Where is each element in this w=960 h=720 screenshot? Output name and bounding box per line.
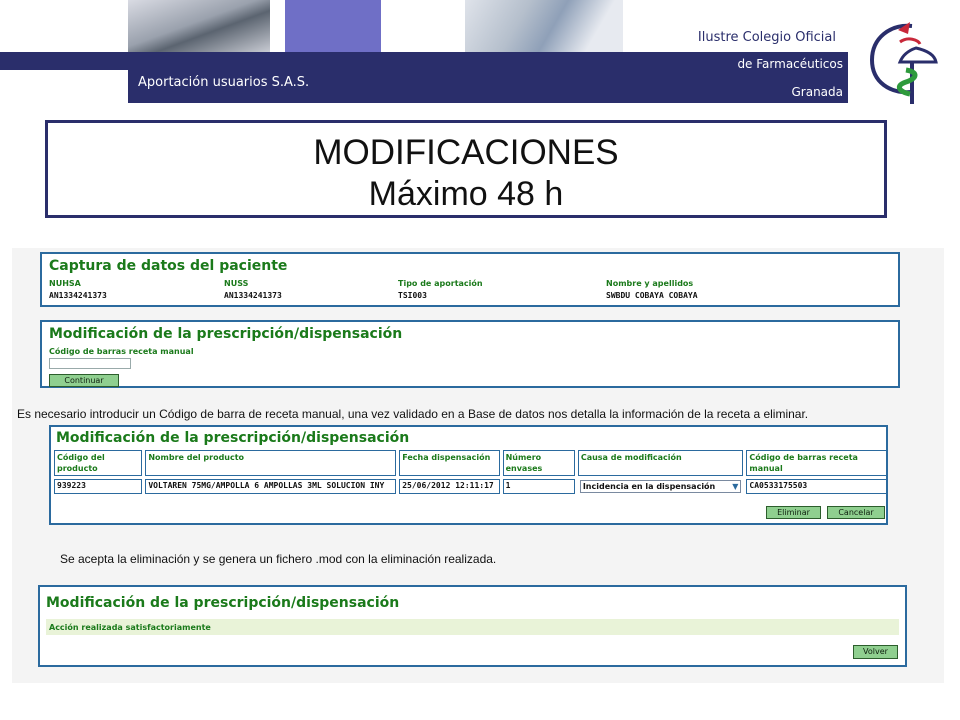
chevron-down-icon: ▼ xyxy=(732,482,739,491)
cause-select[interactable] xyxy=(580,480,742,493)
dispensation-date: 25/06/2012 12:11:17 xyxy=(402,481,494,490)
nuss-label: NUSS xyxy=(224,279,249,288)
col-code-header: Código del producto xyxy=(57,453,105,473)
col-name-header: Nombre del producto xyxy=(148,453,245,462)
product-code: 939223 xyxy=(57,481,86,490)
cause-select-value: Incidencia en la dispensación xyxy=(582,482,716,491)
barcode-input[interactable] xyxy=(49,358,131,369)
patient-name-label: Nombre y apellidos xyxy=(606,279,694,288)
delete-button[interactable]: Eliminar xyxy=(766,506,821,519)
result-panel xyxy=(38,585,907,667)
org-name-line1: Ilustre Colegio Oficial xyxy=(697,30,836,45)
back-button[interactable]: Volver xyxy=(853,645,898,659)
detail-table xyxy=(51,447,890,497)
aportacion-type-value: TSI003 xyxy=(398,291,427,300)
slide-subtitle: Máximo 48 h xyxy=(368,175,564,213)
header-photo-3 xyxy=(465,0,623,52)
nuhsa-label: NUHSA xyxy=(49,279,81,288)
slide-title: MODIFICACIONES xyxy=(313,133,619,172)
note-deletion: Se acepta la eliminación y se genera un fichero .mod con la eliminación realizada. xyxy=(60,552,497,566)
detail-table-header xyxy=(54,450,887,476)
barcode-label: Código de barras receta manual xyxy=(49,347,194,356)
success-message: Acción realizada satisfactoriamente xyxy=(49,623,211,632)
org-name-line2: de Farmacéuticos xyxy=(737,57,843,71)
product-name: VOLTAREN 75MG/AMPOLLA 6 AMPOLLAS 3ML SOLUCION INY xyxy=(148,481,385,490)
table-row xyxy=(54,479,887,494)
pharmacy-logo-icon xyxy=(860,18,942,110)
header-subtitle: Aportación usuarios S.A.S. xyxy=(138,75,310,90)
result-panel-title: Modificación de la prescripción/dispensación xyxy=(46,595,400,611)
nuhsa-value: AN1334241373 xyxy=(49,291,107,300)
header-photo-1 xyxy=(128,0,270,52)
package-count: 1 xyxy=(505,481,511,490)
nuss-value: AN1334241373 xyxy=(224,291,282,300)
manual-barcode-value: CA0533175503 xyxy=(749,481,808,490)
slide-title-box xyxy=(45,120,887,218)
aportacion-type-label: Tipo de aportación xyxy=(398,279,483,288)
success-banner xyxy=(46,619,899,635)
modify-panel-title: Modificación de la prescripción/dispensación xyxy=(49,326,403,342)
patient-panel xyxy=(40,252,900,307)
col-date-header: Fecha dispensación xyxy=(402,453,491,462)
detail-panel xyxy=(49,425,888,525)
modify-panel xyxy=(40,320,900,388)
patient-panel-title: Captura de datos del paciente xyxy=(49,258,288,274)
note-validation: Es necesario introducir un Código de barra de receta manual, una vez validado en a Base de datos nos detalla la información de la receta a eliminar. xyxy=(17,407,809,421)
patient-name-value: SWBDU COBAYA COBAYA xyxy=(606,291,698,300)
cancel-button[interactable]: Cancelar xyxy=(827,506,885,519)
continue-button[interactable]: Continuar xyxy=(49,374,119,387)
col-barcode-header: Código de barras receta manual xyxy=(749,453,858,473)
org-name-line3: Granada xyxy=(791,85,843,99)
detail-panel-title: Modificación de la prescripción/dispensación xyxy=(56,430,410,446)
header-photo-2 xyxy=(285,0,381,52)
col-count-header: Número envases xyxy=(505,453,543,473)
col-cause-header: Causa de modificación xyxy=(580,453,682,462)
